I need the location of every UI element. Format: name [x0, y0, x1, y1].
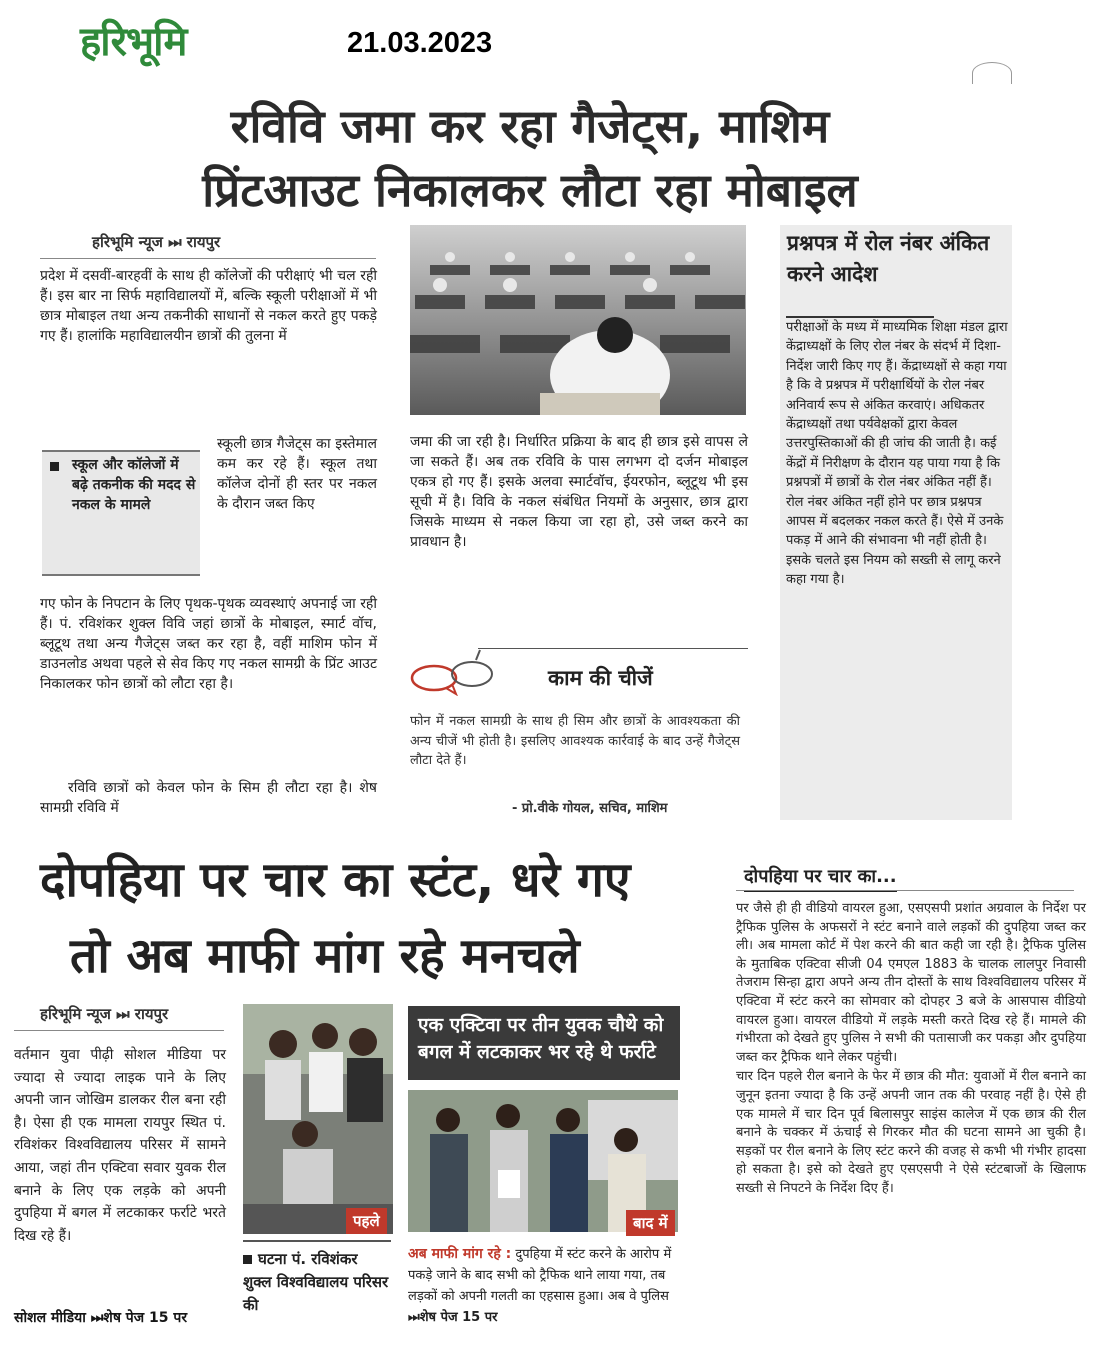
story2-byline-rule: [14, 1030, 224, 1031]
story1-col1-side: स्कूली छात्र गैजेट्स का इस्तेमाल कम कर रहे हैं। स्कूल तथा कॉलेज दोनों ही स्तर पर नकल के दौरान जब्त किए: [217, 436, 377, 512]
caption-right: [408, 1244, 680, 1328]
sidebar-body: परीक्षाओं के मध्य में माध्यमिक शिक्षा मंडल द्वारा केंद्राध्यक्षों के लिए रोल नंबर के संदर्भ में दिशा-निर्देश जारी किए गए हैं। केंद्राध्यक्षों से कहा गया है कि वे प्रश्नपत्र में परीक्षार्थियों के रोल नंबर अनिवार्य रूप से अंकित करवाएं। अधिकतर केंद्राध्यक्षों तथा पर्यवेक्षकों द्वारा केवल उत्तरपुस्तिकाओं की ही जांच की जाती है। कई केंद्रों में निरीक्षण के दौरान यह पाया गया है कि प्रश्नपत्रों में छात्रों के रोल नंबर अंकित नहीं हैं। रोल नंबर अंकित नहीं होने पर छात्र प्रश्नपत्र आपस में बदलकर नकल करते हैं। ऐसे में उनके पकड़ में आने की संभावना भी नहीं होती है। इसके चलते इस नियम को सख्ती से लागू करने कहा गया है।: [786, 320, 1008, 588]
caption-right-continued: ⏭शेष पेज 15 पर: [408, 1310, 498, 1325]
byline-rule: [40, 258, 376, 259]
before-photo: [243, 1004, 393, 1234]
pullquote-text: स्कूल और कॉलेजों में बढ़े तकनीक की मदद से नकल के मामले: [72, 457, 196, 513]
story1-col1-top: प्रदेश में दसवीं-बारहवीं के साथ ही कॉलेजों की परीक्षाएं भी चल रही हैं। इस बार ना सिर्फ महाविद्यालयों में, बल्कि स्कूली परीक्षाओं में भी छात्र मोबाइल तथा अन्य तकनीकी साधानों से नकल करते हुए पकड़े गए हैं। हालांकि महाविद्यालयीन छात्रों की तुलना में: [40, 268, 377, 344]
kaam-title: काम की चीजें: [548, 666, 653, 690]
caption-right-lead: अब माफी मांग रहे :: [408, 1246, 512, 1262]
story1-col1-bottom: गए फोन के निपटान के लिए पृथक-पृथक व्यवस्थाएं अपनाई जा रही हैं। पं. रविशंकर शुक्ल विवि जहां छात्रों के मोबाइल, स्मार्ट वॉच, ब्लूटूथ तथा अन्य गैजेट्स जब्त कर रहा है, वहीं माशिम फोन में डाउनलोड अथवा पहले से सेव किए गए नकल सामग्री के प्रिंट आउट निकालकर फोन छात्रों को लौटा रहा है।: [40, 596, 377, 692]
exam-hall-photo: [410, 225, 746, 415]
story3-para2: चार दिन पहले रील बनाने के फेर में छात्र की मौत: युवाओं में रील बनाने का जुनून इतना ज्यादा है कि उन्हें अपनी जान तक की परवाह नहीं है। ऐसे ही एक मामले में चार दिन पूर्व बिलासपुर साइंस कालेज में एक छात्र की रील बनाने के चक्कर में ऊंचाई से गिरकर मौत की घटना सामने आ चुकी है। सड़कों पर रील बनाने के लिए स्टंट करने की वजह से कभी भी गंभीर हादसा हो सकता है। इसे को देखते हुए एसएसपी ने ऐसे स्टंटबाजों के खिलाफ सख्ती से निपटने के निर्देश दिए हैं।: [736, 1069, 1086, 1196]
story1-byline: हरिभूमि न्यूज ⏭ रायपुर: [92, 233, 221, 251]
after-tag: बाद में: [626, 1210, 675, 1236]
page-corner-mark: [972, 62, 1012, 84]
caption-left-text: घटना पं. रविशंकर शुक्ल विश्वविद्यालय परिसर की: [243, 1250, 389, 1314]
story3-para1: पर जैसे ही ही वीडियो वायरल हुआ, एसएसपी प्रशांत अग्रवाल के निर्देश पर ट्रैफिक पुलिस के अफसरों ने स्टंट बनाने वाले लड़कों की दुपहिया जब्त कर ली। अब मामला कोर्ट में पेश करने की बात कही जा रही है। ट्रैफिक पुलिस के मुताबिक एक्टिवा सीजी 04 एमएल 1883 के चालक लालपुर निवासी तेजराम सिन्हा द्वारा अपने अन्य तीन दोस्तों के साथ विश्वविद्यालय परिसर में एक्टिवा में स्टंट करने का सोमवार को दोपहर 3 बजे के आसपास वीडियो वायरल हुआ। वायरल वीडियो में लड़के मस्ती करते दिख रहे हैं। मामले की गंभीरता को देखते हुए पुलिस ने सभी की पतासाजी कर पकड़ा और दुपहिया जब्त कर ट्रैफिक थाने लेकर पहुंची।: [736, 901, 1086, 1065]
story2-col1: वर्तमान युवा पीढ़ी सोशल मीडिया पर ज्यादा से ज्यादा लाइक पाने के लिए अपनी जान जोखिम डालकर रील बना रही है। ऐसा ही एक मामला रायपुर स्थित पं. रविशंकर विश्वविद्यालय परिसर में सामने आया, जहां तीन एक्टिवा सवार युवक रील बनाने के लिए एक लड़के को अपनी दुपहिया में बगल में लटकाकर फर्राटे भरते दिख रहे हैं।: [14, 1047, 226, 1244]
bullet-square-icon: [243, 1255, 252, 1264]
caption-right-body: दुपहिया में स्टंट करने के आरोप में पकड़े जाने के बाद सभी को ट्रैफिक थाने लाया गया, तब लड़कों को अपनी गलती का एहसास हुआ। अब वे पुलिस: [408, 1247, 672, 1304]
before-tag: पहले: [346, 1208, 387, 1234]
story1-headline-line2: प्रिंटआउट निकालकर लौटा रहा मोबाइल: [202, 163, 858, 217]
bullet-square-icon: [50, 462, 59, 471]
story2-byline: हरिभूमि न्यूज ⏭ रायपुर: [40, 1005, 169, 1023]
newspaper-logo: हरिभूमि: [80, 19, 187, 65]
kaam-body: फोन में नकल सामग्री के साथ ही सिम और छात्रों के आवश्यकता की अन्य चीजें भी होती है। इसलिए आवश्यक कार्रवाई के बाद उन्हें गैजेट्स लौटा देते हैं।: [410, 714, 740, 768]
story1-col2: जमा की जा रही है। निर्धारित प्रक्रिया के बाद ही छात्र इसे वापस ले जा सकते हैं। अब तक रविवि के पास लगभग दो दर्जन मोबाइल एकत्र हो गए हैं। इसके अलवा स्मार्टवॉच, ईयरफोन, ब्लूटूथ भी इस सूची में है। विवि के नकल संबंधित नियमों के अनुसार, छात्र द्वारा जिसके माध्यम से नकल किया जा रहा हो, उसे जब्त करने का प्रावधान है।: [410, 434, 748, 550]
story1-headline-line1: रविवि जमा कर रहा गैजेट्स, माशिम: [230, 99, 830, 153]
publication-date: 21.03.2023: [347, 27, 493, 59]
speech-bubble-icon: [410, 648, 500, 696]
kaam-top-rule: [478, 648, 748, 649]
story1-col1-last: रविवि छात्रों को केवल फोन के सिम ही लौटा रहा है। शेष सामग्री रविवि में: [40, 780, 377, 816]
story3-rule: [736, 890, 1074, 891]
caption-left: [243, 1240, 391, 1317]
story2-headline-line1: दोपहिया पर चार का स्टंट, धरे गए: [40, 852, 631, 908]
story3-body: [736, 900, 1086, 1200]
sidebar-title: प्रश्नपत्र में रोल नंबर अंकित करने आदेश: [787, 231, 990, 286]
story2-banner: एक एक्टिवा पर तीन युवक चौथे को बगल में लटकाकर भर रहे थे फर्राटे: [408, 1006, 680, 1080]
story2-continued: सोशल मीडिया ⏭शेष पेज 15 पर: [14, 1310, 188, 1326]
pullquote-box: [42, 450, 200, 576]
story3-heading: दोपहिया पर चार का...: [744, 864, 897, 892]
story2-headline-line2: तो अब माफी मांग रहे मनचले: [70, 928, 580, 984]
kaam-attribution: - प्रो.वीके गोयल, सचिव, माशिम: [512, 801, 668, 816]
